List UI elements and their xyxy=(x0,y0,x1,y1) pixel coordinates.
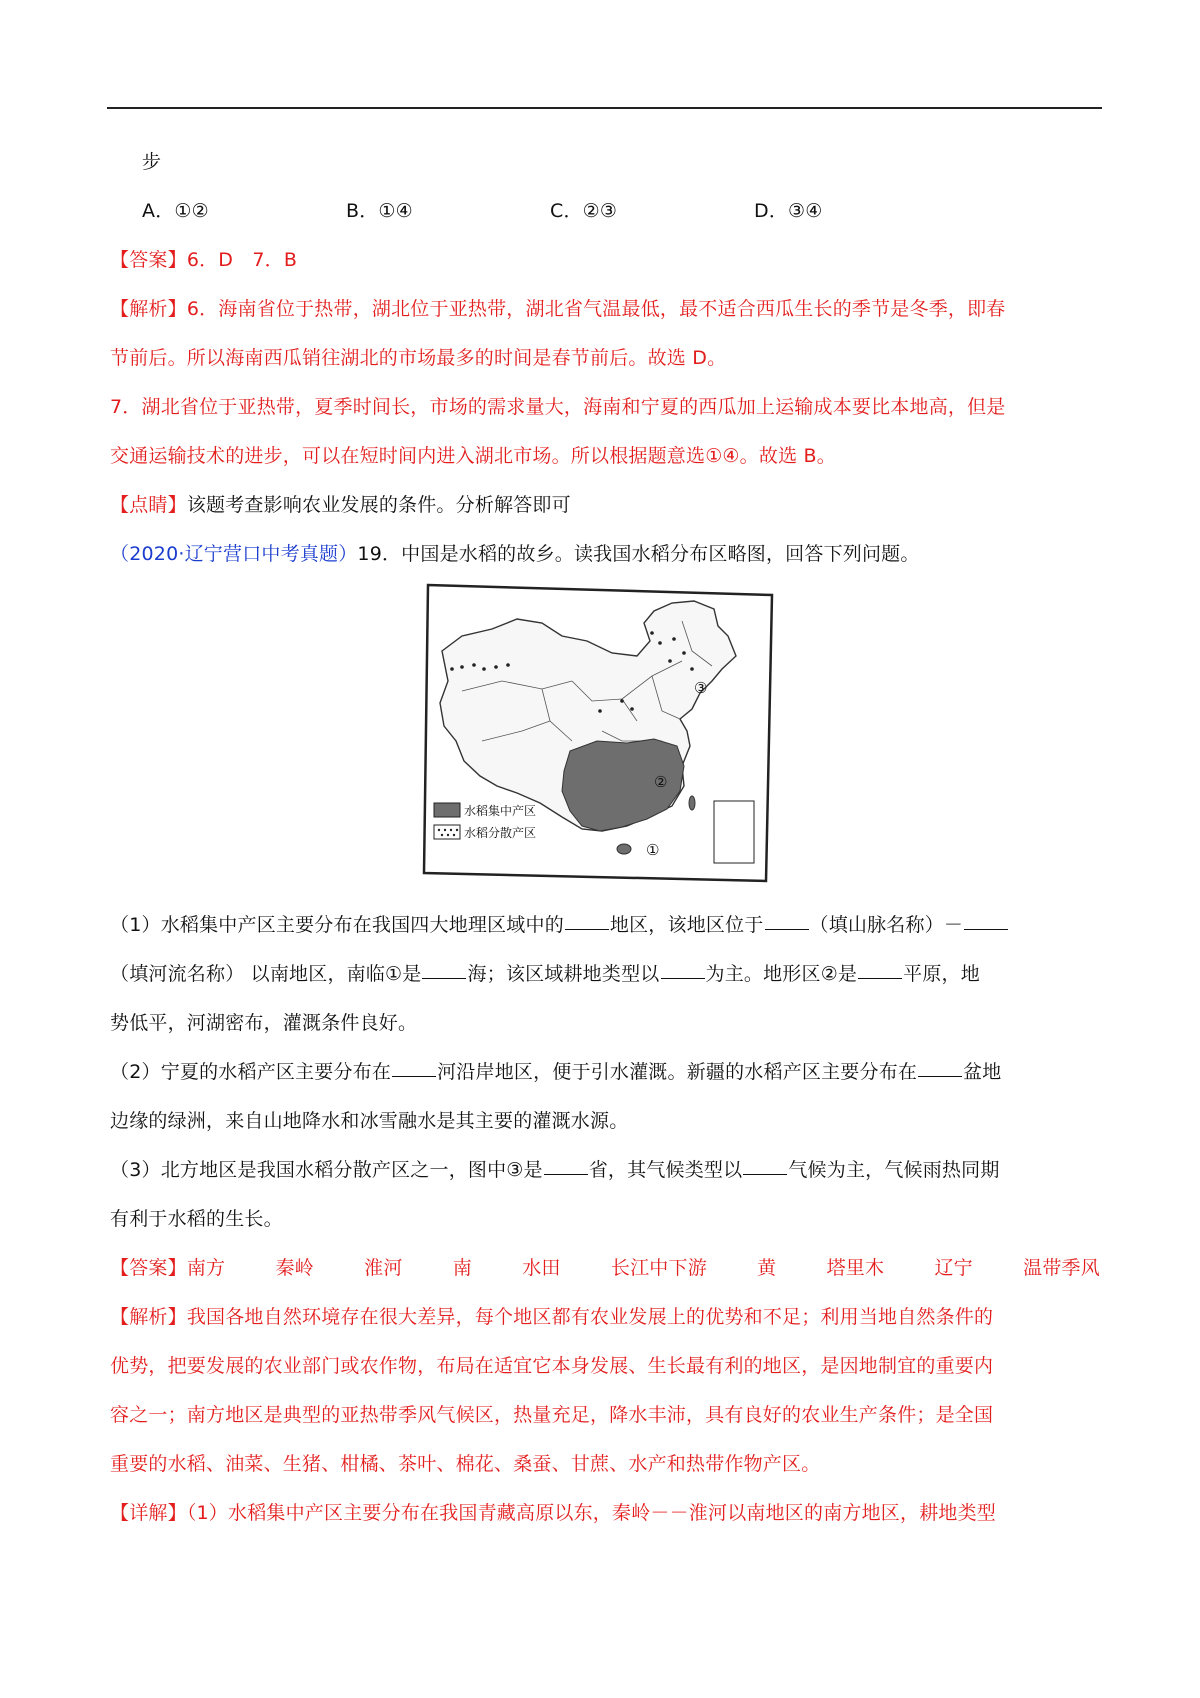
analysis-7-line1: 7．湖北省位于亚热带，夏季时间长，市场的需求量大，海南和宁夏的西瓜加上运输成本要比本地高，但是 xyxy=(110,396,1006,418)
legend-label-dispersed: 水稻分散产区 xyxy=(464,826,537,840)
analysis-19-text: 我国各地自然环境存在很大差异，每个地区都有农业发展上的优势和不足；利用当地自然条件的 xyxy=(186,1306,994,1328)
answer-tag: 【答案】 xyxy=(110,249,187,271)
analysis-tag: 【解析】 xyxy=(110,298,187,320)
answer-blank[interactable] xyxy=(765,928,809,930)
analysis-7-line2: 交通运输技术的进步，可以在短时间内进入湖北市场。所以根据题意选①④。故选 B。 xyxy=(110,445,836,467)
answer-text: 6．D 7．B xyxy=(186,249,298,271)
detail-19-line1 xyxy=(110,1489,1100,1538)
hainan-island xyxy=(617,844,631,854)
sub-question-3-line1 xyxy=(110,1146,1100,1195)
analysis-19-line1 xyxy=(110,1293,1100,1342)
question-text: 19．中国是水稻的故乡。读我国水稻分布区略图，回答下列问题。 xyxy=(357,543,920,565)
answer-item: 水田 xyxy=(522,1257,561,1279)
legend-label-concentrated: 水稻集中产区 xyxy=(464,804,537,818)
sub-question-1-line2 xyxy=(110,950,1100,999)
south-sea-inset xyxy=(714,801,754,863)
option-b: B．①④ xyxy=(346,200,413,222)
answer-blank[interactable] xyxy=(918,1075,962,1077)
marker-3: ③ xyxy=(694,679,708,697)
marker-2: ② xyxy=(654,773,668,791)
answer-item: 塔里木 xyxy=(826,1257,885,1279)
answer-19-tag-and-first xyxy=(110,1244,225,1293)
rice-map-figure xyxy=(110,579,1100,901)
answer-item: 秦岭 xyxy=(275,1257,314,1279)
detail-text: （1）水稻集中产区主要分布在我国青藏高原以东，秦岭－－淮河以南地区的南方地区，耕地类型 xyxy=(186,1502,997,1524)
answer-item: 辽宁 xyxy=(934,1257,973,1279)
comment-tag: 【点睛】 xyxy=(110,494,187,516)
question-tail: 步 xyxy=(142,151,162,173)
answer-19-tag: 【答案】 xyxy=(110,1257,187,1279)
option-c: C．②③ xyxy=(550,200,618,222)
sub1-text-c: （填山脉名称）－ xyxy=(809,914,964,936)
sub1-text-f: 为主。地形区②是 xyxy=(705,963,858,985)
sub3-text-c: 气候为主，气候雨热同期 xyxy=(788,1159,1000,1181)
answer-6-7 xyxy=(110,236,1100,285)
answer-blank[interactable] xyxy=(565,928,609,930)
sub-question-2-line1 xyxy=(110,1048,1100,1097)
sub-question-1-line1 xyxy=(110,901,1100,950)
analysis-19-line4: 重要的水稻、油菜、生猪、柑橘、茶叶、棉花、桑蚕、甘蔗、水产和热带作物产区。 xyxy=(110,1453,821,1475)
sub2-text-c: 盆地 xyxy=(963,1061,1002,1083)
answer-item: 南 xyxy=(452,1257,472,1279)
analysis-6-line1 xyxy=(110,285,1100,334)
marker-1: ① xyxy=(646,841,660,859)
question-19-stem xyxy=(110,530,1100,579)
legend-swatch-concentrated xyxy=(434,803,460,817)
analysis-19-line2: 优势，把要发展的农业部门或农作物，布局在适宜它本身发展、生长最有利的地区，是因地制宜的重要内 xyxy=(110,1355,994,1377)
header-rule xyxy=(107,107,1102,109)
sub3-text-b: 省，其气候类型以 xyxy=(588,1159,743,1181)
analysis-19-tag: 【解析】 xyxy=(110,1306,187,1328)
answer-blank[interactable] xyxy=(743,1173,787,1175)
sub3-text-a: （3）北方地区是我国水稻分散产区之一，图中③是 xyxy=(110,1159,543,1181)
option-d: D．③④ xyxy=(754,200,823,222)
sub-question-3-line2: 有利于水稻的生长。 xyxy=(110,1208,283,1230)
answer-blank[interactable] xyxy=(858,977,902,979)
comment-6-7 xyxy=(110,481,1100,530)
answer-item: 淮河 xyxy=(364,1257,403,1279)
answer-item: 长江中下游 xyxy=(610,1257,707,1279)
sub2-text-b: 河沿岸地区，便于引水灌溉。新疆的水稻产区主要分布在 xyxy=(437,1061,918,1083)
legend-swatch-dispersed xyxy=(434,825,460,839)
sub-question-1-line3: 势低平，河湖密布，灌溉条件良好。 xyxy=(110,1012,418,1034)
analysis-6-line2: 节前后。所以海南西瓜销往湖北的市场最多的时间是春节前后。故选 D。 xyxy=(110,347,727,369)
analysis-19-line3: 容之一；南方地区是典型的亚热带季风气候区，热量充足，降水丰沛，具有良好的农业生产条件；是全国 xyxy=(110,1404,994,1426)
sub1-text-g: 平原，地 xyxy=(903,963,980,985)
answer-19 xyxy=(110,1244,1100,1293)
analysis-6-text: 6．海南省位于热带，湖北位于亚热带，湖北省气温最低，最不适合西瓜生长的季节是冬季，即春 xyxy=(186,298,1006,320)
answer-blank[interactable] xyxy=(964,928,1008,930)
answer-item: 温带季风 xyxy=(1023,1257,1100,1279)
sub1-text-a: （1）水稻集中产区主要分布在我国四大地理区域中的 xyxy=(110,914,564,936)
sub1-text-b: 地区，该地区位于 xyxy=(609,914,764,936)
answer-item: 黄 xyxy=(757,1257,777,1279)
question-source: （2020·辽宁营口中考真题） xyxy=(110,543,358,565)
taiwan-island xyxy=(689,796,695,810)
answer-blank[interactable] xyxy=(422,977,466,979)
comment-text: 该题考查影响农业发展的条件。分析解答即可 xyxy=(186,494,571,516)
document-body xyxy=(110,138,1100,1538)
answer-item: 南方 xyxy=(186,1257,226,1279)
answer-blank[interactable] xyxy=(661,977,705,979)
detail-tag: 【详解】 xyxy=(110,1502,187,1524)
rice-distribution-map xyxy=(422,581,780,897)
answer-blank[interactable] xyxy=(544,1173,588,1175)
sub-question-2-line2: 边缘的绿洲，来自山地降水和冰雪融水是其主要的灌溉水源。 xyxy=(110,1110,629,1132)
answer-blank[interactable] xyxy=(392,1075,436,1077)
sub1-text-d: （填河流名称） 以南地区，南临①是 xyxy=(110,963,422,985)
option-a: A．①② xyxy=(142,200,209,222)
sub2-text-a: （2）宁夏的水稻产区主要分布在 xyxy=(110,1061,392,1083)
sub1-text-e: 海；该区域耕地类型以 xyxy=(467,963,660,985)
q7-options xyxy=(110,187,1100,236)
